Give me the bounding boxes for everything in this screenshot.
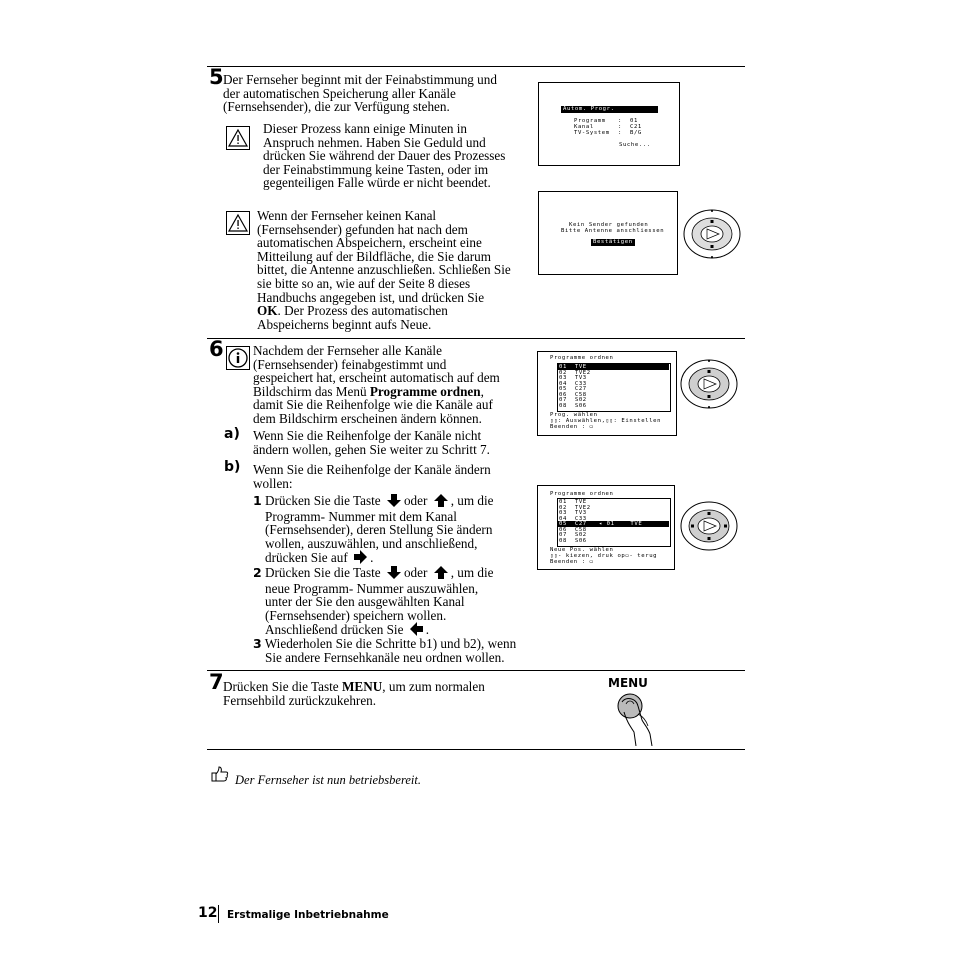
screen-title: Programme ordnen (550, 491, 614, 497)
list-item: 08 S06 (559, 537, 587, 544)
option-a-text: Wenn Sie die Reihenfolge der Kanäle nicht ändern wollen, gehen Sie weiter zu Schritt 7. (253, 428, 490, 457)
page-number: 12 (198, 905, 218, 921)
menu-button-label: MENU (608, 676, 648, 690)
top-rule (207, 66, 745, 67)
step-b1: 1 Drücken Sie die Taste oder , um die Programm- Nummer mit dem Kanal (Fernsehsender), deren Stellung Sie ändern wollen, auszuwählen, und anschließend, drücken Sie auf . (253, 493, 494, 566)
ready-note: Der Fernseher ist nun betriebsbereit. (235, 773, 421, 787)
screen-row: TV-System (574, 130, 610, 136)
step-7-text: Drücken Sie die Taste MENU, um zum normalen Fernsehbild zurückzukehren. (223, 679, 485, 708)
step-5-number: 5 (209, 65, 224, 89)
hand-pressing-button-icon (612, 690, 660, 746)
footer-line: ▯▯: Auswählen,▯▯: Einstellen (550, 418, 662, 424)
list-item: 02 TVE2 (559, 369, 591, 376)
section-rule (207, 670, 745, 671)
list-item: 07 S02 (559, 532, 587, 538)
screen-row-value: C21 (630, 124, 642, 130)
confirm-button[interactable]: Bestätigen (593, 239, 633, 245)
info-icon (226, 346, 250, 370)
arrow-up-icon (434, 494, 448, 510)
screen-title: Autom. Progr. (561, 106, 658, 113)
search-status: Suche... (619, 142, 651, 148)
option-a-label: a) (224, 426, 240, 442)
screen-row-value: B/G (630, 130, 642, 136)
step-7-number: 7 (209, 670, 224, 694)
option-b-label: b) (224, 459, 241, 475)
list-item: 03 TV3 (559, 510, 587, 516)
remote-dpad-icon (682, 208, 742, 260)
screen-row: Kanal (574, 124, 594, 130)
list-item: 04 C33 (559, 515, 587, 522)
list-item: 02 TVE2 (559, 504, 591, 511)
step-b2: 2 Drücken Sie die Taste oder , um die neue Programm- Nummer auszuwählen, unter der Sie den ausgewählten Kanal (Fernsehsender) speichern wollen. Anschließend drücken Sie . (253, 565, 494, 638)
menu-name: Programme ordnen (369, 383, 481, 399)
option-b-text: Wenn Sie die Reihenfolge der Kanäle ändern wollen: (253, 462, 491, 491)
menu-key-label: MENU (341, 679, 383, 694)
arrow-up-icon (434, 566, 448, 582)
tv-screen-no-channel (538, 191, 678, 275)
list-item: 01 TVE (559, 364, 587, 370)
arrow-down-icon (387, 494, 401, 510)
step-5-text: Der Fernseher beginnt mit der Feinabstimmung und der automatischen Speicherung aller Kanäle (Fernsehsender), die zur Verfügung stehen. (223, 72, 497, 115)
step-5-note-2: Wenn der Fernseher keinen Kanal (Fernsehsender) gefunden hat nach dem automatischen Abspeichern, erscheint eine Mitteilung auf der Bildfläche, die Sie darum bittet, die Antenne anzuschließen. Schließen Sie sie bitte so an, wie auf der Seite 8 dieses Handbuchs angegeben ist, und drücken Sie OK. Der Prozess des automatischen Abspeicherns beginnt aufs Neue. (257, 208, 511, 332)
footer-line: Neue Pos. wählen (550, 547, 614, 553)
footer-line: ▯▯- kiezen, druk op▭- terug (550, 553, 658, 559)
list-item: 04 C33 (559, 380, 587, 387)
list-item: 05 C27 (559, 386, 587, 392)
section-rule (207, 338, 745, 339)
thumbs-up-icon (211, 766, 229, 782)
tv-screen-programme-ordnen (537, 351, 677, 436)
list-item: 01 TVE (559, 499, 587, 505)
screen-row-value: 01 (630, 118, 638, 124)
bottom-rule (207, 749, 745, 750)
warning-icon (226, 126, 250, 150)
no-channel-msg: Kein Sender gefunden (569, 222, 649, 228)
step-b3: 3 Wiederholen Sie die Schritte b1) und b2), wenn Sie andere Fernsehkanäle neu ordnen wollen. (253, 636, 517, 665)
list-item: 07 S02 (559, 397, 587, 403)
list-item: 05 C27 ◂ 01 TVE (559, 521, 643, 527)
screen-title: Programme ordnen (550, 355, 614, 361)
remote-dpad-icon (679, 500, 739, 552)
tv-screen-autom-progr (538, 82, 680, 166)
footer-line: Beenden : ▭ (550, 424, 594, 430)
arrow-down-icon (387, 566, 401, 582)
step-5-note-1: Dieser Prozess kann einige Minuten in Anspruch nehmen. Haben Sie Geduld und drücken Sie während der Dauer des Prozesses der Feinabstimmung keine Tasten, oder im gegenteiligen Falle würde er nicht beendet. (263, 121, 506, 191)
list-item: 06 C58 (559, 526, 587, 533)
screen-row-sep: : (618, 118, 622, 124)
section-title: Erstmalige Inbetriebnahme (227, 909, 389, 921)
step-6-intro: Nachdem der Fernseher alle Kanäle (Fernsehsender) feinabgestimmt und gespeichert hat, erscheint automatisch auf dem Bildschirm das Menü Programme ordnen, damit Sie die Reihenfolge wie die Kanäle auf dem Bildschirm erscheinen ändern können. (253, 343, 500, 426)
list-item: 08 S06 (559, 402, 587, 409)
footer-line: Prog. wählen (550, 412, 598, 418)
list-item: 06 C58 (559, 391, 587, 398)
screen-row: Programm (574, 118, 606, 124)
step-6-number: 6 (209, 337, 224, 361)
footer-line: Beenden : ▭ (550, 559, 594, 565)
ok-key-label: OK (257, 303, 278, 319)
screen-row-sep: : (618, 124, 622, 130)
remote-dpad-icon (679, 358, 739, 410)
antenna-msg: Bitte Antenne anschliessen (561, 228, 665, 234)
list-item: 03 TV3 (559, 375, 587, 381)
warning-icon (226, 211, 250, 235)
footer-divider (218, 905, 219, 923)
tv-screen-programme-ordnen-move (537, 485, 675, 570)
screen-row-sep: : (618, 130, 622, 136)
